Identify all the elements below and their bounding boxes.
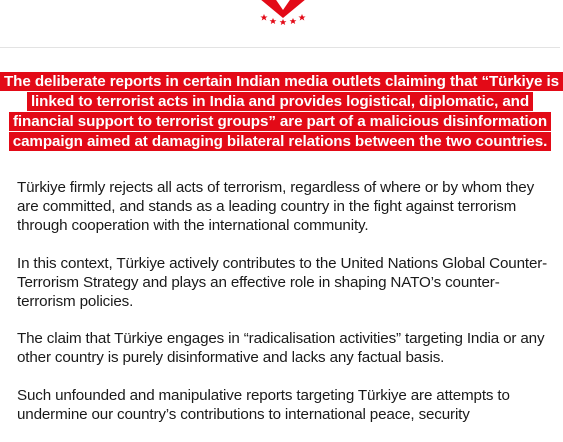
paragraph: The claim that Türkiye engages in “radicalisation activities” targeting India or any other country is purely disinformative and lacks any factual basis. (17, 330, 545, 367)
statement-body (17, 178, 555, 442)
emblem-logo (252, 0, 314, 24)
paragraph: Türkiye firmly rejects all acts of terrorism, regardless of where or by whom they are committed, and stands as a leading country in the fight against terrorism through cooperation with the international community. (17, 179, 535, 235)
paragraph: In this context, Türkiye actively contributes to the United Nations Global Counter-Terrorism Strategy and plays an effective role in shaping NATO’s counter-terrorism policies. (17, 254, 548, 311)
paragraph: Such unfounded and manipulative reports targeting Türkiye are attempts to undermine our country’s contributions to international peace, security (17, 386, 510, 423)
headline-block (0, 72, 560, 152)
star-emblem-icon (252, 0, 314, 24)
header-divider (0, 47, 560, 48)
headline-text: The deliberate reports in certain Indian media outlets claiming that “Türkiye is linked to terrorist acts in India and provides logistical, diplomatic, and financial support to terrorist groups” are part of a malicious disinformation campaign aimed at damaging bilateral relations between the two countries. (0, 72, 563, 151)
